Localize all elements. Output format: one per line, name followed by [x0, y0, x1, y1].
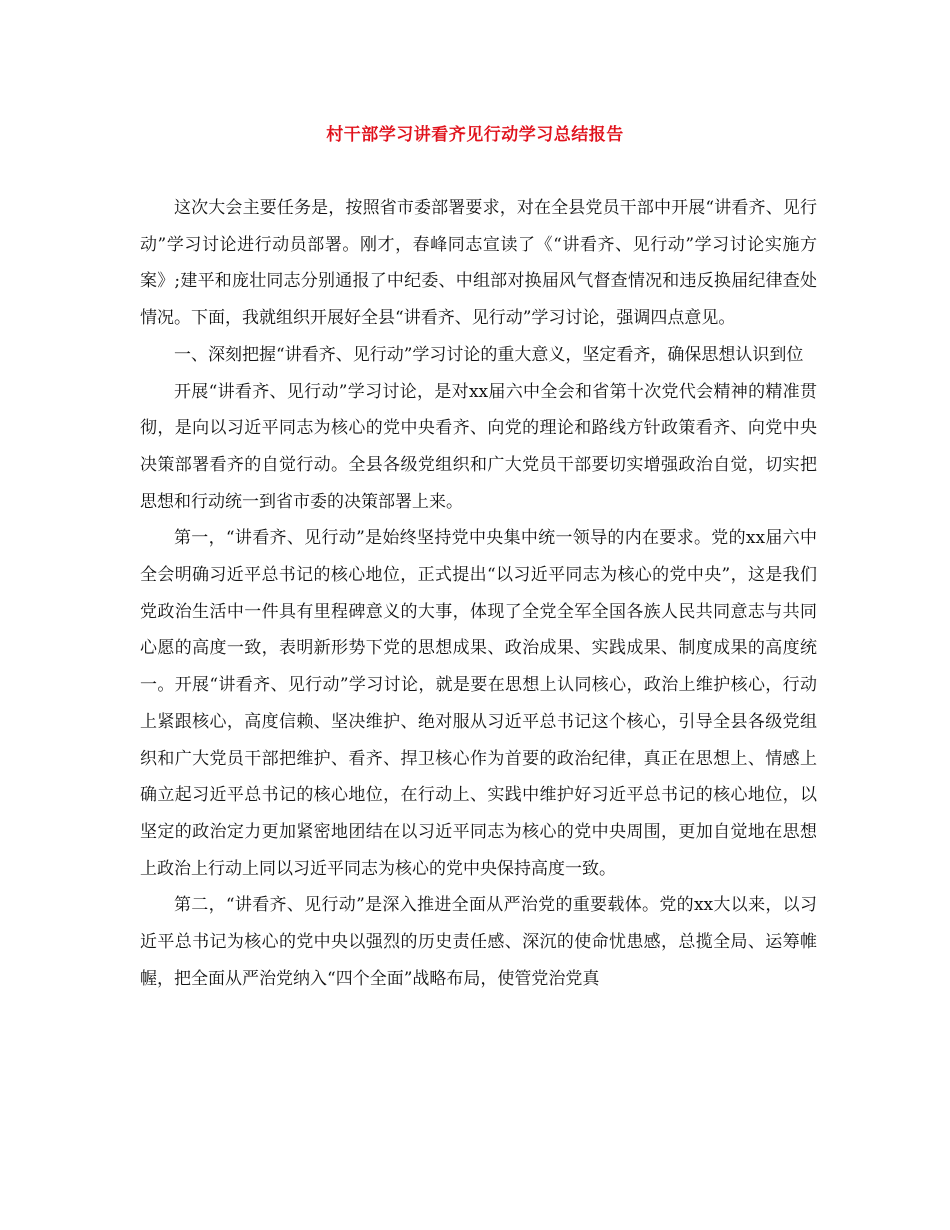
paragraph-second-point: 第二，“讲看齐、见行动”是深入推进全面从严治党的重要载体。党的xx大以来，以习近平总书记为核心的党中央以强烈的历史责任感、深沉的使命忧患感，总揽全局、运筹帷幄，把全面从严治党纳入“四个全面”战略布局，使管党治党真 [140, 895, 817, 989]
paragraph-intro: 这次大会主要任务是，按照省市委部署要求，对在全县党员干部中开展“讲看齐、见行动”学习讨论进行动员部署。刚才，春峰同志宣读了《“讲看齐、见行动”学习讨论实施方案》;建平和庞壮同志分别通报了中纪委、中组部对换届风气督查情况和违反换届纪律查处情况。下面，我就组织开展好全县“讲看齐、见行动”学习讨论，强调四点意见。 [140, 198, 817, 329]
paragraph-first-point: 第一，“讲看齐、见行动”是始终坚持党中央集中统一领导的内在要求。党的xx届六中全会明确习近平总书记的核心地位，正式提出“以习近平同志为核心的党中央”，这是我们党政治生活中一件具有里程碑意义的大事，体现了全党全军全国各族人民共同意志与共同心愿的高度一致，表明新形势下党的思想成果、政治成果、实践成果、制度成果的高度统一。开展“讲看齐、见行动”学习讨论，就是要在思想上认同核心，政治上维护核心，行动上紧跟核心，高度信赖、坚决维护、绝对服从习近平总书记这个核心，引导全县各级党组织和广大党员干部把维护、看齐、捍卫核心作为首要的政治纪律，真正在思想上、情感上确立起习近平总书记的核心地位，在行动上、实践中维护好习近平总书记的核心地位，以坚定的政治定力更加紧密地团结在以习近平同志为核心的党中央周围，更加自觉地在思想上政治上行动上同以习近平同志为核心的党中央保持高度一致。 [140, 528, 817, 879]
paragraph-significance: 开展“讲看齐、见行动”学习讨论，是对xx届六中全会和省第十次党代会精神的精准贯彻，是向以习近平同志为核心的党中央看齐、向党的理论和路线方针政策看齐、向党中央决策部署看齐的自觉行动。全县各级党组织和广大党员干部要切实增强政治自觉，切实把思想和行动统一到省市委的决策部署上来。 [140, 381, 817, 512]
section-heading-one: 一、深刻把握“讲看齐、见行动”学习讨论的重大意义，坚定看齐，确保思想认识到位 [174, 344, 804, 365]
document-title: 村干部学习讲看齐见行动学习总结报告 [326, 125, 624, 145]
document-body [140, 190, 817, 997]
